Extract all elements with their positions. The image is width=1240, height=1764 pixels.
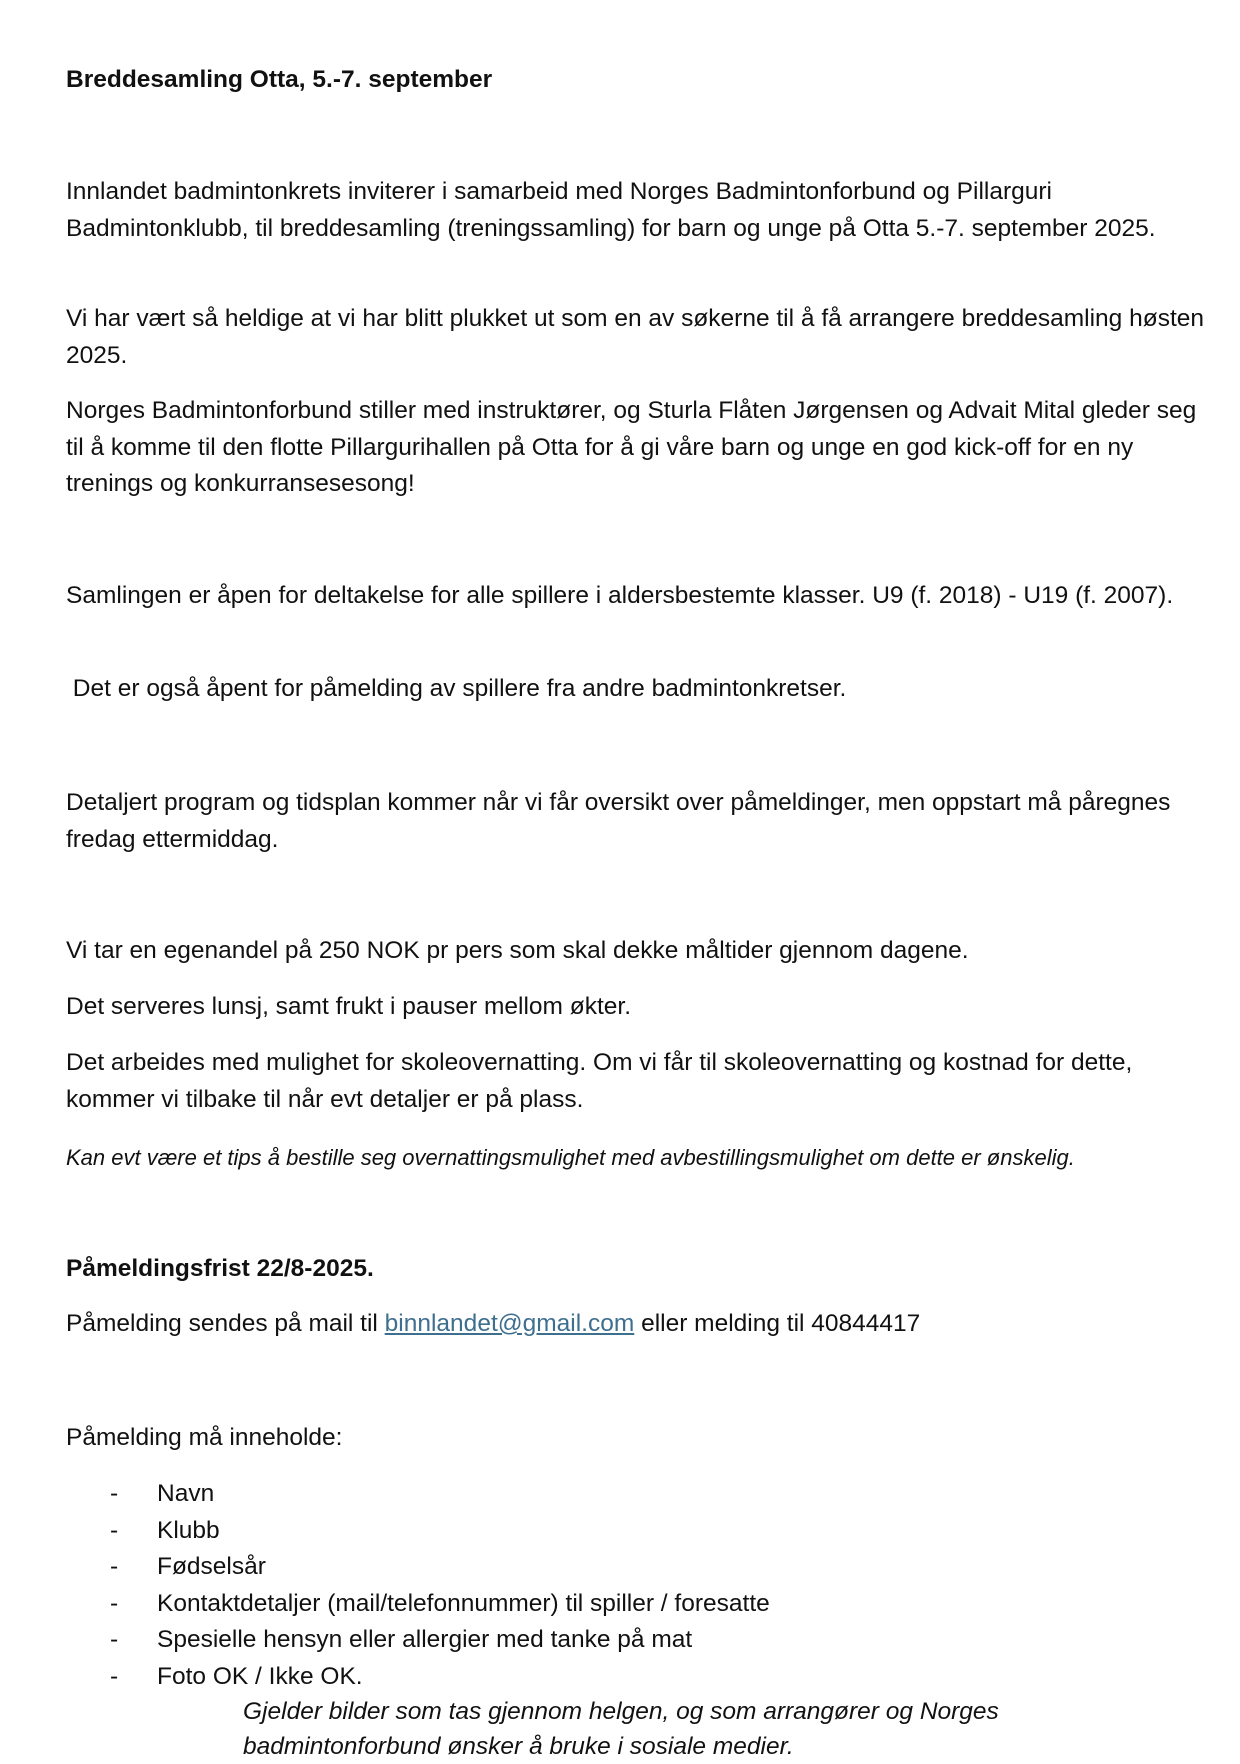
list-item-text: Kontaktdetaljer (mail/telefonnummer) til spiller / foresatte <box>157 1589 770 1617</box>
requirements-list <box>110 1476 1190 1695</box>
deadline-heading: Påmeldingsfrist 22/8-2025. <box>66 1255 374 1282</box>
paragraph-intro: Innlandet badmintonkrets inviterer i samarbeid med Norges Badmintonforbund og Pillarguri Badmintonklubb, til breddesamling (treningssamling) for barn og unge på Otta 5.-7. september 2025. <box>66 178 1156 242</box>
list-item <box>110 1513 1190 1550</box>
list-item-text: Fødselsår <box>157 1553 266 1580</box>
list-item <box>110 1659 1190 1696</box>
list-item <box>110 1549 1190 1586</box>
paragraph-selected: Vi har vært så heldige at vi har blitt plukket ut som en av søkerne til å få arrangere breddesamling høsten 2025. <box>66 305 1205 369</box>
paragraph-program: Detaljert program og tidsplan kommer når vi får oversikt over påmeldinger, men oppstart må påregnes fredag ettermiddag. <box>66 789 1171 853</box>
paragraph-tip: Kan evt være et tips å bestille seg overnattingsmulighet med avbestillingsmulighet om dette er ønskelig. <box>66 1145 1075 1170</box>
list-item-text: Spesielle hensyn eller allergier med tanke på mat <box>157 1626 693 1653</box>
paragraph-instructors: Norges Badmintonforbund stiller med instruktører, og Sturla Flåten Jørgensen og Advait Mital gleder seg til å komme til den flotte Pillargurihallen på Otta for å gi våre barn og unge en god kick-off for en ny trenings og konkurransesesong! <box>66 397 1197 497</box>
list-item <box>110 1476 1190 1513</box>
list-item <box>110 1586 1190 1623</box>
list-item-text: Klubb <box>157 1516 220 1544</box>
send-suffix: eller melding til 40844417 <box>634 1310 921 1337</box>
paragraph-fee: Vi tar en egenandel på 250 NOK pr pers som skal dekke måltider gjennom dagene. <box>66 937 969 964</box>
list-dash: - <box>110 1662 119 1690</box>
paragraph-open-to: Samlingen er åpen for deltakelse for alle spillere i aldersbestemte klasser. U9 (f. 2018) - U19 (f. 2007). <box>66 582 1174 609</box>
paragraph-overnight: Det arbeides med mulighet for skoleovernatting. Om vi får til skoleovernatting og kostnad for dette, kommer vi tilbake til når evt detaljer er på plass. <box>66 1049 1133 1113</box>
list-item-text: Foto OK / Ikke OK. <box>157 1662 363 1690</box>
list-dash: - <box>110 1589 119 1617</box>
list-dash: - <box>110 1626 119 1653</box>
list-dash: - <box>110 1553 119 1580</box>
photo-note: Gjelder bilder som tas gjennom helgen, og som arrangører og Norges badmintonforbund ønsker å bruke i sosiale medier. <box>243 1698 999 1760</box>
paragraph-send-info <box>66 1306 1206 1343</box>
paragraph-meals: Det serveres lunsj, samt frukt i pauser mellom økter. <box>66 993 632 1020</box>
email-link[interactable]: binnlandet@gmail.com <box>384 1310 635 1337</box>
paragraph-other-districts: Det er også åpent for påmelding av spillere fra andre badmintonkretser. <box>66 675 847 702</box>
paragraph-must-contain: Påmelding må inneholde: <box>66 1424 343 1451</box>
list-dash: - <box>110 1516 119 1544</box>
send-prefix: Påmelding sendes på mail til <box>66 1310 385 1337</box>
list-item <box>110 1622 1190 1659</box>
list-item-text: Navn <box>157 1480 215 1507</box>
document-title: Breddesamling Otta, 5.-7. september <box>66 66 493 93</box>
list-dash: - <box>110 1480 119 1507</box>
